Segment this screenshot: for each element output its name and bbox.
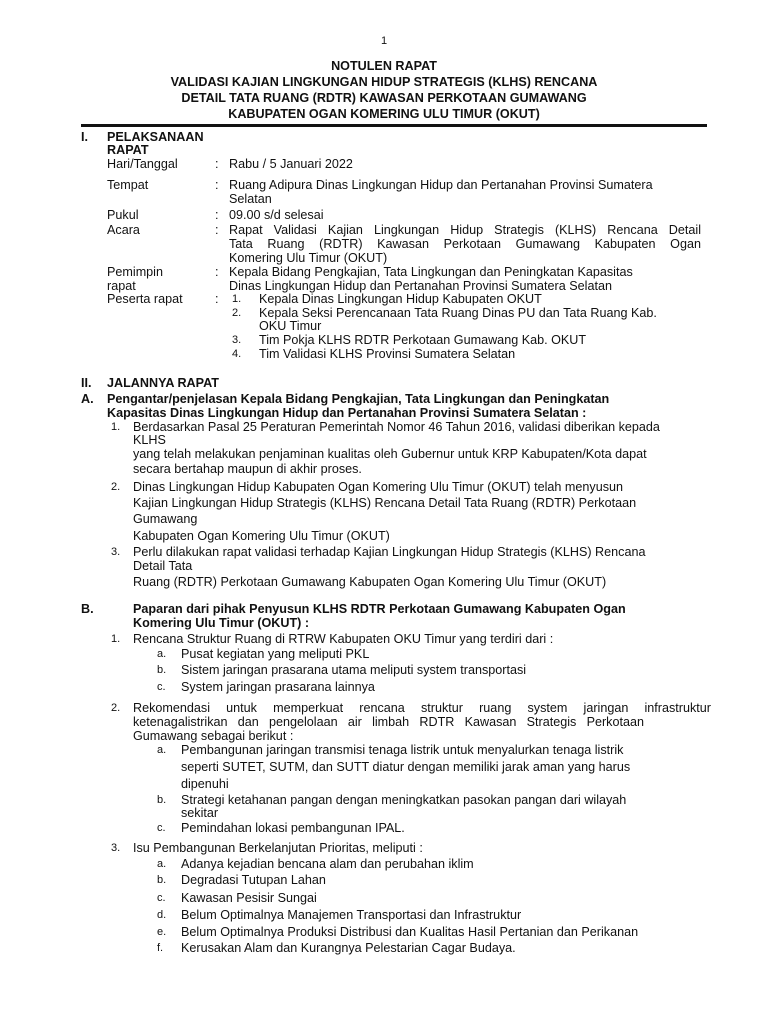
tempat-value-line1: Ruang Adipura Dinas Lingkungan Hidup dan Pertanahan Provinsi Sumatera (229, 178, 653, 192)
sub-list-letter: c. (157, 681, 166, 693)
sub-list-text: Sistem jaringan prasarana utama meliputi system transportasi (181, 663, 527, 677)
sub-list-text: Adanya kejadian bencana alam dan perubahan iklim (181, 857, 474, 871)
list-item-text: Dinas Lingkungan Hidup Kabupaten Ogan Komering Ulu Timur (OKUT) telah menyusun (133, 480, 624, 494)
list-item-text: yang telah melakukan penjaminan kualitas oleh Gubernur untuk KRP Kabupaten/Kota dapat (133, 447, 647, 461)
subsection-a-heading-line1: Pengantar/penjelasan Kepala Bidang Pengkajian, Tata Lingkungan dan Peningkatan (107, 392, 610, 406)
pemimpin-value-line1: Kepala Bidang Pengkajian, Tata Lingkungan dan Peningkatan Kapasitas (229, 265, 633, 279)
peserta-item: Kepala Seksi Perencanaan Tata Ruang Dinas PU dan Tata Ruang Kab. (259, 306, 657, 320)
sub-list-letter: b. (157, 874, 167, 886)
list-item-text: Detail Tata (133, 559, 193, 573)
hari-label: Hari/Tanggal (107, 157, 178, 171)
list-number: 3. (111, 546, 121, 558)
subsection-b-heading-line1: Paparan dari pihak Penyusun KLHS RDTR Perkotaan Gumawang Kabupaten Ogan (133, 602, 626, 616)
peserta-number: 1. (232, 293, 242, 305)
section1-heading-line2: RAPAT (107, 143, 149, 157)
sub-list-text: Belum Optimalnya Produksi Distribusi dan Kualitas Hasil Pertanian dan Perikanan (181, 925, 639, 939)
list-item-text: Rencana Struktur Ruang di RTRW Kabupaten OKU Timur yang terdiri dari : (133, 632, 554, 646)
list-item-text: Isu Pembangunan Berkelanjutan Prioritas, meliputi : (133, 841, 423, 855)
sub-list-text: Kawasan Pesisir Sungai (181, 891, 317, 905)
list-item-text: Kabupaten Ogan Komering Ulu Timur (OKUT) (133, 529, 390, 543)
list-number: 2. (111, 481, 121, 493)
list-item-text: KLHS (133, 433, 166, 447)
list-item-text: Gumawang (133, 512, 198, 526)
list-number: 1. (111, 633, 121, 645)
sub-list-letter: c. (157, 822, 166, 834)
peserta-item: Tim Validasi KLHS Provinsi Sumatera Selatan (259, 347, 516, 361)
sub-list-text: Pembangunan jaringan transmisi tenaga listrik untuk menyalurkan tenaga listrik (181, 743, 624, 757)
colon: : (215, 292, 219, 306)
list-number: 2. (111, 702, 121, 714)
sub-list-text: System jaringan prasarana lainnya (181, 680, 375, 694)
list-item-text: Ruang (RDTR) Perkotaan Gumawang Kabupaten Ogan Komering Ulu Timur (OKUT) (133, 575, 607, 589)
sub-list-text: Strategi ketahanan pangan dengan meningkatkan pasokan pangan dari wilayah (181, 793, 627, 807)
pemimpin-label-line1: Pemimpin (107, 265, 163, 279)
subsection-b-heading-line2: Komering Ulu Timur (OKUT) : (133, 616, 310, 630)
sub-list-text: sekitar (181, 806, 219, 820)
sub-list-letter: b. (157, 794, 167, 806)
sub-list-letter: b. (157, 664, 167, 676)
tempat-value-line2: Selatan (229, 192, 272, 206)
peserta-number: 2. (232, 307, 242, 319)
sub-list-text: dipenuhi (181, 777, 229, 791)
section2-heading: JALANNYA RAPAT (107, 376, 219, 390)
sub-list-letter: d. (157, 909, 167, 921)
peserta-item-continued: OKU Timur (259, 319, 322, 333)
subsection-a-heading-line2: Kapasitas Dinas Lingkungan Hidup dan Pertanahan Provinsi Sumatera Selatan : (107, 406, 587, 420)
sub-list-letter: a. (157, 858, 167, 870)
sub-list-letter: f. (157, 942, 164, 954)
colon: : (215, 178, 219, 192)
acara-line2: Tata Ruang (RDTR) Kawasan Perkotaan Gumawang Kabupaten Ogan (229, 237, 701, 251)
sub-list-letter: e. (157, 926, 167, 938)
list-item-text: ketenagalistrikan dan pengelolaan air limbah RDTR Kawasan Strategis Perkotaan (133, 715, 644, 729)
acara-line1: Rapat Validasi Kajian Lingkungan Hidup Strategis (KLHS) Rencana Detail (229, 223, 701, 237)
pemimpin-value-line2: Dinas Lingkungan Hidup dan Pertanahan Provinsi Sumatera Selatan (229, 279, 612, 293)
list-item-text: Perlu dilakukan rapat validasi terhadap Kajian Lingkungan Hidup Strategis (KLHS) Rencana (133, 545, 646, 559)
peserta-number: 3. (232, 334, 242, 346)
sub-list-text: Pusat kegiatan yang meliputi PKL (181, 647, 370, 661)
sub-list-text: Degradasi Tutupan Lahan (181, 873, 326, 887)
doc-title-line2: VALIDASI KAJIAN LINGKUNGAN HIDUP STRATEGIS (KLHS) RENCANA (170, 75, 598, 89)
sub-list-text: Pemindahan lokasi pembangunan IPAL. (181, 821, 405, 835)
pukul-label: Pukul (107, 208, 139, 222)
list-item-text: secara bertahap maupun di akhir proses. (133, 462, 362, 476)
subsection-a-letter: A. (81, 392, 94, 406)
hari-value: Rabu / 5 Januari 2022 (229, 157, 353, 171)
peserta-number: 4. (232, 348, 242, 360)
sub-list-text: Kerusakan Alam dan Kurangnya Pelestarian Cagar Budaya. (181, 941, 516, 955)
colon: : (215, 223, 219, 237)
list-number: 3. (111, 842, 121, 854)
acara-line3: Komering Ulu Timur (OKUT) (229, 251, 388, 265)
sub-list-letter: a. (157, 648, 167, 660)
sub-list-text: Belum Optimalnya Manajemen Transportasi dan Infrastruktur (181, 908, 522, 922)
sub-list-letter: c. (157, 892, 166, 904)
subsection-b-letter: B. (81, 602, 94, 616)
list-item-text: Rekomendasi untuk memperkuat rencana struktur ruang system jaringan infrastruktur (133, 701, 711, 715)
doc-title-line4: KABUPATEN OGAN KOMERING ULU TIMUR (OKUT) (228, 107, 540, 121)
sub-list-text: seperti SUTET, SUTM, dan SUTT diatur dengan memiliki jarak aman yang harus (181, 760, 631, 774)
section2-number: II. (81, 376, 92, 390)
colon: : (215, 208, 219, 222)
colon: : (215, 265, 219, 279)
list-number: 1. (111, 421, 121, 433)
page-number: 1 (380, 35, 388, 47)
section1-number: I. (81, 130, 88, 144)
acara-label: Acara (107, 223, 140, 237)
list-item-text: Berdasarkan Pasal 25 Peraturan Pemerintah Nomor 46 Tahun 2016, validasi diberikan kepada (133, 420, 660, 434)
colon: : (215, 157, 219, 171)
pemimpin-label-line2: rapat (107, 279, 136, 293)
section1-heading-line1: PELAKSANAAN (107, 130, 204, 144)
sub-list-letter: a. (157, 744, 167, 756)
tempat-label: Tempat (107, 178, 149, 192)
pukul-value: 09.00 s/d selesai (229, 208, 324, 222)
list-item-text: Gumawang sebagai berikut : (133, 729, 294, 743)
peserta-item: Tim Pokja KLHS RDTR Perkotaan Gumawang Kab. OKUT (259, 333, 587, 347)
peserta-label: Peserta rapat (107, 292, 183, 306)
title-divider (81, 124, 707, 127)
list-item-text: Kajian Lingkungan Hidup Strategis (KLHS) Rencana Detail Tata Ruang (RDTR) Perkotaan (133, 496, 637, 510)
peserta-item: Kepala Dinas Lingkungan Hidup Kabupaten OKUT (259, 292, 542, 306)
doc-title-line1: NOTULEN RAPAT (331, 59, 437, 73)
doc-title-line3: DETAIL TATA RUANG (RDTR) KAWASAN PERKOTAAN GUMAWANG (181, 91, 587, 105)
